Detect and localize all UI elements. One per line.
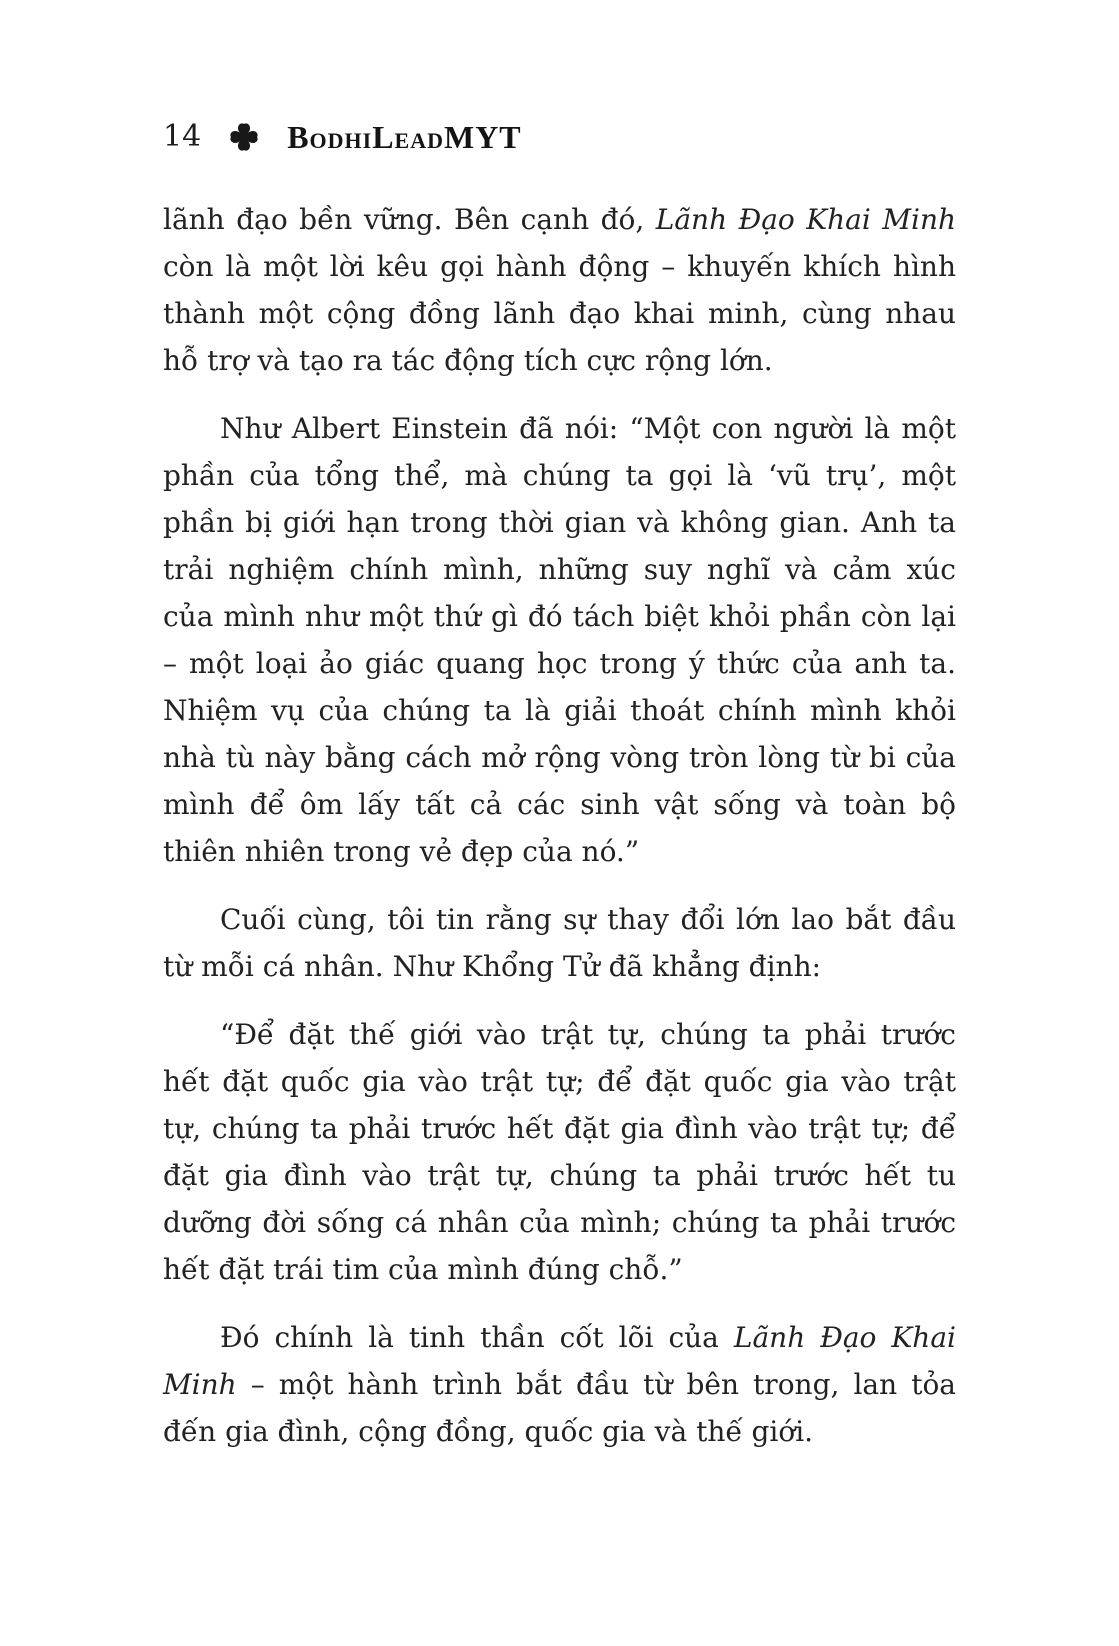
paragraph-text: còn là một lời kêu gọi hành động – khuyến khích hình thành một cộng đồng lãnh đạo khai minh, cùng nhau hỗ trợ và tạo ra tác động tích cực rộng lớn. xyxy=(163,250,956,377)
book-title-italic: Lãnh Đạo Khai Minh xyxy=(655,203,957,236)
brand-name: BodhiLeadMYT xyxy=(287,119,522,155)
page-header xyxy=(163,118,956,156)
paragraph-3: Cuối cùng, tôi tin rằng sự thay đổi lớn lao bắt đầu từ mỗi cá nhân. Như Khổng Tử đã khẳng định: xyxy=(163,903,956,983)
page-number: 14 xyxy=(163,119,202,154)
paragraph-1 xyxy=(163,196,956,384)
four-heart-clover-icon xyxy=(225,118,263,156)
paragraph-4-confucius-quote: “Để đặt thế giới vào trật tự, chúng ta phải trước hết đặt quốc gia vào trật tự; để đặt quốc gia vào trật tự, chúng ta phải trước hết đặt gia đình vào trật tự; để đặt gia đình vào trật tự, chúng ta phải trước hết tu dưỡng đời sống cá nhân của mình; chúng ta phải trước hết đặt trái tim của mình đúng chỗ.” xyxy=(163,1018,956,1286)
page-body xyxy=(163,196,956,1455)
paragraph-5 xyxy=(163,1314,956,1455)
paragraph-text: lãnh đạo bền vững. Bên cạnh đó, xyxy=(163,203,656,236)
paragraph-text: – một hành trình bắt đầu từ bên trong, lan tỏa đến gia đình, cộng đồng, quốc gia và thế giới. xyxy=(163,1368,956,1448)
book-title-italic: Lãnh Đạo Khai Minh xyxy=(163,1321,956,1401)
paragraph-text: Đó chính là tinh thần cốt lõi của xyxy=(220,1321,734,1354)
paragraph-2-einstein-quote: Như Albert Einstein đã nói: “Một con người là một phần của tổng thể, mà chúng ta gọi là ‘vũ trụ’, một phần bị giới hạn trong thời gian và không gian. Anh ta trải nghiệm chính mình, những suy nghĩ và cảm xúc của mình như một thứ gì đó tách biệt khỏi phần còn lại – một loại ảo giác quang học trong ý thức của anh ta. Nhiệm vụ của chúng ta là giải thoát chính mình khỏi nhà tù này bằng cách mở rộng vòng tròn lòng từ bi của mình để ôm lấy tất cả các sinh vật sống và toàn bộ thiên nhiên trong vẻ đẹp của nó.” xyxy=(163,412,956,868)
